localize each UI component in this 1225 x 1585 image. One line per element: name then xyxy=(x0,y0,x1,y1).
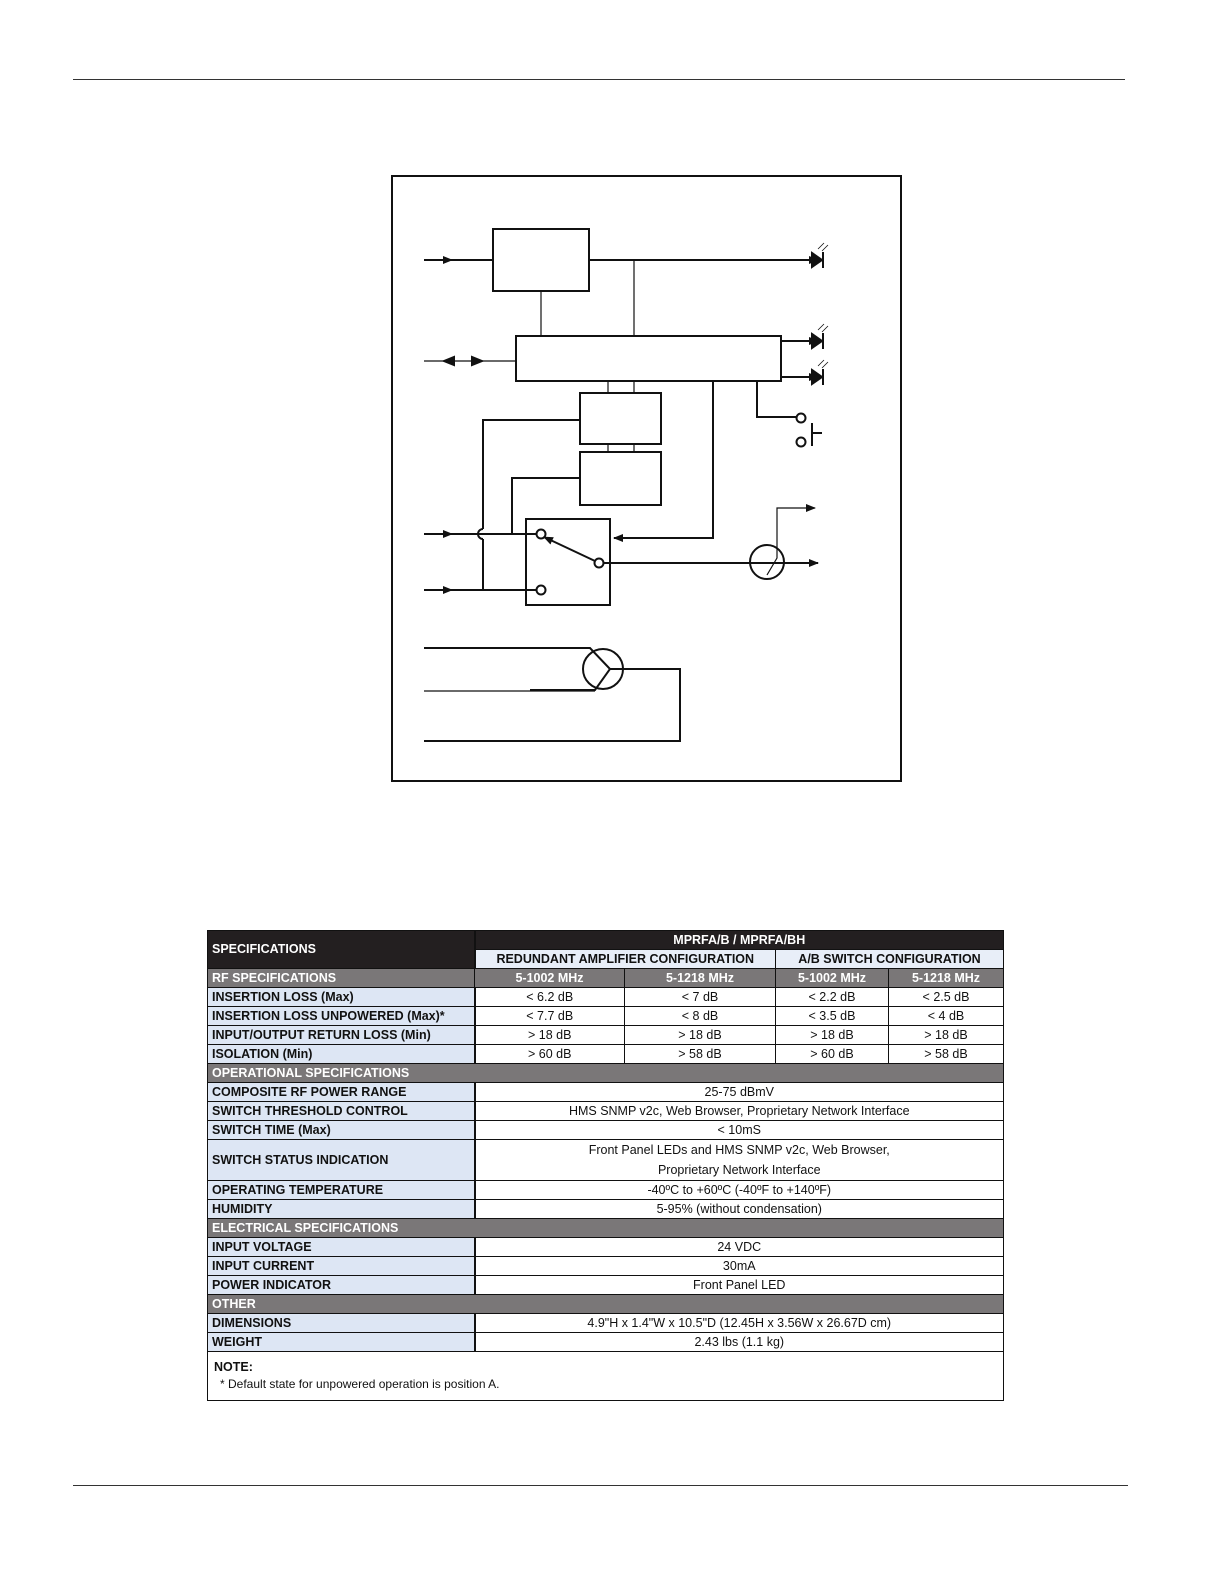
led-icons xyxy=(812,243,828,385)
table-row xyxy=(208,1045,1004,1064)
cell: < 2.2 dB xyxy=(776,988,889,1007)
section-other: OTHER xyxy=(208,1295,1004,1314)
table-row xyxy=(208,1200,1004,1219)
table-row xyxy=(208,1140,1004,1181)
section-operational: OPERATIONAL SPECIFICATIONS xyxy=(208,1064,1004,1083)
cell: > 18 dB xyxy=(625,1026,776,1045)
table-row xyxy=(208,1238,1004,1257)
row-label: SWITCH STATUS INDICATION xyxy=(208,1140,475,1181)
cell: > 58 dB xyxy=(625,1045,776,1064)
cell: 4.9"H x 1.4"W x 10.5"D (12.45H x 3.56W x 26.67D cm) xyxy=(475,1314,1004,1333)
row-label: HUMIDITY xyxy=(208,1200,475,1219)
led-icon xyxy=(812,360,828,385)
cell: > 58 dB xyxy=(889,1045,1004,1064)
table-row xyxy=(208,1102,1004,1121)
table-row xyxy=(208,988,1004,1007)
cell: 25-75 dBmV xyxy=(475,1083,1004,1102)
cell: > 18 dB xyxy=(776,1026,889,1045)
footer-rule xyxy=(73,1485,1128,1486)
row-label: OPERATING TEMPERATURE xyxy=(208,1181,475,1200)
block-4 xyxy=(580,452,661,505)
band-header: 5-1002 MHz xyxy=(776,969,889,988)
row-label: INSERTION LOSS (Max) xyxy=(208,988,475,1007)
row-label: WEIGHT xyxy=(208,1333,475,1352)
diagram-frame xyxy=(392,176,901,781)
cell: HMS SNMP v2c, Web Browser, Proprietary Network Interface xyxy=(475,1102,1004,1121)
cell: > 60 dB xyxy=(475,1045,625,1064)
switch-block xyxy=(526,519,610,605)
row-label: INPUT CURRENT xyxy=(208,1257,475,1276)
cell-line: Front Panel LEDs and HMS SNMP v2c, Web Browser, xyxy=(588,1143,890,1157)
table-row xyxy=(208,1257,1004,1276)
table-row xyxy=(208,1333,1004,1352)
ab-switch-config-header: A/B SWITCH CONFIGURATION xyxy=(776,950,1004,969)
cell xyxy=(475,1140,1004,1181)
cell: 24 VDC xyxy=(475,1238,1004,1257)
cell: 30mA xyxy=(475,1257,1004,1276)
redundant-config-header: REDUNDANT AMPLIFIER CONFIGURATION xyxy=(475,950,776,969)
band-header: 5-1002 MHz xyxy=(475,969,625,988)
table-row xyxy=(208,1181,1004,1200)
row-label: COMPOSITE RF POWER RANGE xyxy=(208,1083,475,1102)
spec-header: SPECIFICATIONS xyxy=(208,931,475,969)
row-label: SWITCH TIME (Max) xyxy=(208,1121,475,1140)
note-cell xyxy=(208,1352,1004,1401)
block-3 xyxy=(580,393,661,444)
cell: < 3.5 dB xyxy=(776,1007,889,1026)
model-header: MPRFA/B / MPRFA/BH xyxy=(475,931,1004,950)
cell: > 60 dB xyxy=(776,1045,889,1064)
row-label: POWER INDICATOR xyxy=(208,1276,475,1295)
cell: -40ºC to +60ºC (-40ºF to +140ºF) xyxy=(475,1181,1004,1200)
cell: Front Panel LED xyxy=(475,1276,1004,1295)
cell: > 18 dB xyxy=(889,1026,1004,1045)
row-label: INPUT/OUTPUT RETURN LOSS (Min) xyxy=(208,1026,475,1045)
cell-line: Proprietary Network Interface xyxy=(657,1163,821,1177)
cell: < 7 dB xyxy=(625,988,776,1007)
band-header: 5-1218 MHz xyxy=(625,969,776,988)
cell: > 18 dB xyxy=(475,1026,625,1045)
table-row xyxy=(208,1121,1004,1140)
band-header: 5-1218 MHz xyxy=(889,969,1004,988)
controller-block xyxy=(516,336,781,381)
section-rf: RF SPECIFICATIONS xyxy=(208,969,475,988)
specifications-table xyxy=(207,930,1004,1401)
note-title: NOTE: xyxy=(214,1360,253,1374)
cell: < 6.2 dB xyxy=(475,988,625,1007)
table-row xyxy=(208,1083,1004,1102)
row-label: DIMENSIONS xyxy=(208,1314,475,1333)
cell: < 8 dB xyxy=(625,1007,776,1026)
row-label: SWITCH THRESHOLD CONTROL xyxy=(208,1102,475,1121)
cell: < 4 dB xyxy=(889,1007,1004,1026)
table-row xyxy=(208,1007,1004,1026)
cell: 5-95% (without condensation) xyxy=(475,1200,1004,1219)
cell: 2.43 lbs (1.1 kg) xyxy=(475,1333,1004,1352)
table-row xyxy=(208,1026,1004,1045)
row-label: INSERTION LOSS UNPOWERED (Max)* xyxy=(208,1007,475,1026)
table-row xyxy=(208,1314,1004,1333)
cell: < 2.5 dB xyxy=(889,988,1004,1007)
block-1 xyxy=(493,229,589,291)
row-label: INPUT VOLTAGE xyxy=(208,1238,475,1257)
table-row xyxy=(208,1276,1004,1295)
cell: < 7.7 dB xyxy=(475,1007,625,1026)
section-electrical: ELECTRICAL SPECIFICATIONS xyxy=(208,1219,1004,1238)
cell: < 10mS xyxy=(475,1121,1004,1140)
led-icon xyxy=(812,324,828,349)
led-icon xyxy=(812,243,828,268)
row-label: ISOLATION (Min) xyxy=(208,1045,475,1064)
note-text: * Default state for unpowered operation is position A. xyxy=(220,1377,500,1391)
